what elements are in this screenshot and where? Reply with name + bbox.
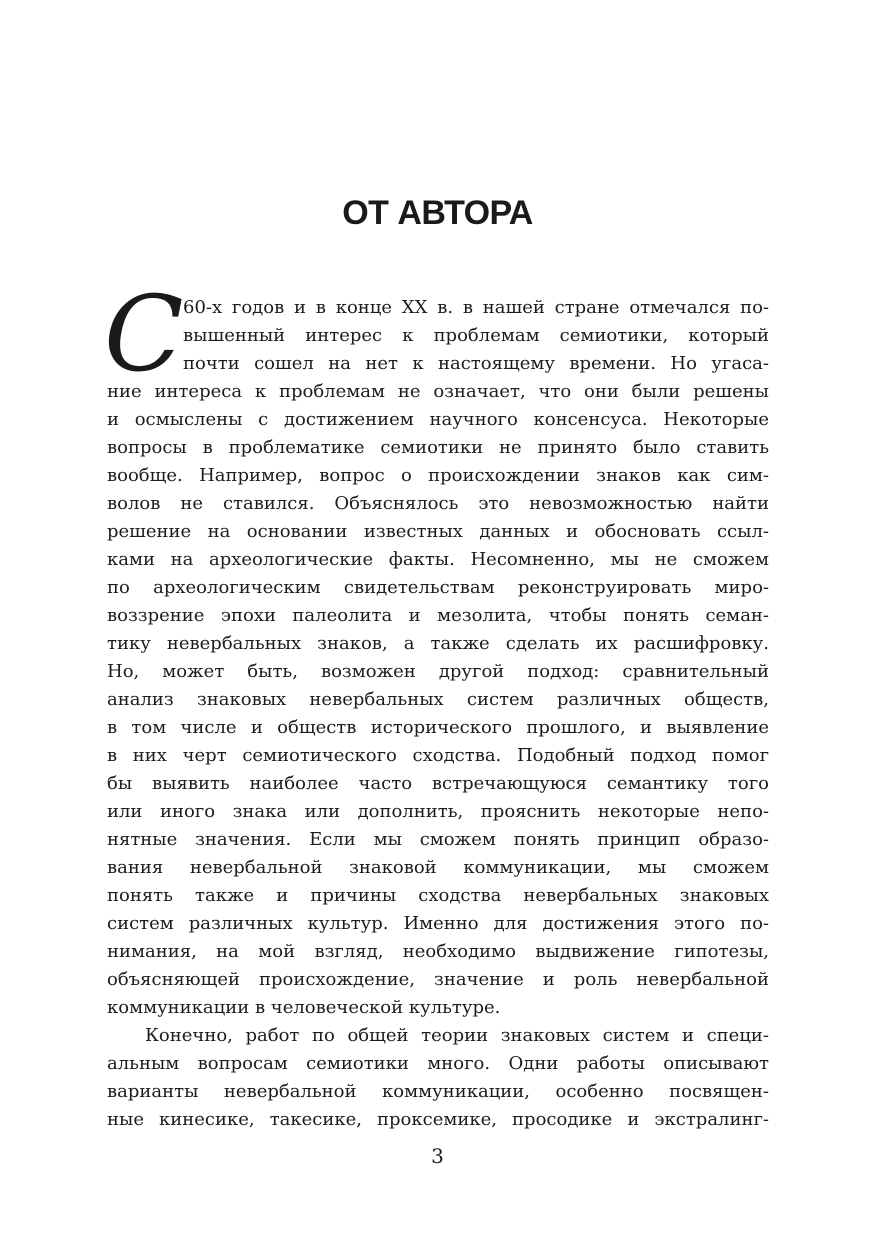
text-line: объясняющей происхождение, значение и роль невербальной	[107, 969, 769, 990]
text-line: Конечно, работ по общей теории знаковых систем и специ-	[145, 1025, 769, 1046]
page-title: ОТ АВТОРА	[342, 194, 533, 232]
text-line: коммуникации в человеческой культуре.	[107, 997, 501, 1018]
text-line: нятные значения. Если мы сможем понять принцип образо-	[107, 829, 769, 850]
text-line: понять также и причины сходства невербальных знаковых	[107, 885, 769, 906]
text-line: ками на археологические факты. Несомненно, мы не сможем	[107, 549, 769, 570]
text-line: почти сошел на нет к настоящему времени. Но угаса-	[183, 353, 769, 374]
text-line: ные кинесике, такесике, проксемике, просодике и экстралинг-	[107, 1109, 769, 1130]
text-line: вания невербальной знаковой коммуникации, мы сможем	[107, 857, 769, 878]
text-line: вышенный интерес к проблемам семиотики, который	[183, 325, 769, 346]
text-line: варианты невербальной коммуникации, особенно посвящен-	[107, 1081, 769, 1102]
text-line: вообще. Например, вопрос о происхождении знаков как сим-	[107, 465, 769, 486]
text-line: воззрение эпохи палеолита и мезолита, чтобы понять семан-	[107, 605, 769, 626]
text-line: нимания, на мой взгляд, необходимо выдвижение гипотезы,	[107, 941, 769, 962]
text-line: и осмыслены с достижением научного консенсуса. Некоторые	[107, 409, 769, 430]
text-line: анализ знаковых невербальных систем различных обществ,	[107, 689, 769, 710]
text-line: Но, может быть, возможен другой подход: сравнительный	[107, 661, 769, 682]
text-line: в том числе и обществ исторического прошлого, и выявление	[107, 717, 769, 738]
text-line: вопросы в проблематике семиотики не принято было ставить	[107, 437, 769, 458]
text-line: решение на основании известных данных и обосновать ссыл-	[107, 521, 769, 542]
text-line: ние интереса к проблемам не означает, что они были решены	[107, 381, 769, 402]
text-line: бы выявить наиболее часто встречающуюся семантику того	[107, 773, 769, 794]
text-line: в них черт семиотического сходства. Подобный подход помог	[107, 745, 769, 766]
text-line: альным вопросам семиотики много. Одни работы описывают	[107, 1053, 769, 1074]
text-line: систем различных культур. Именно для достижения этого по-	[107, 913, 769, 934]
drop-cap: С	[104, 273, 184, 395]
text-line: 60-х годов и в конце XX в. в нашей стране отмечался по-	[183, 297, 769, 318]
text-line: по археологическим свидетельствам реконструировать миро-	[107, 577, 769, 598]
text-line: или иного знака или дополнить, прояснить некоторые непо-	[107, 801, 769, 822]
text-line: волов не ставился. Объяснялось это невозможностью найти	[107, 493, 769, 514]
page-number: 3	[431, 1144, 444, 1168]
text-line: тику невербальных знаков, а также сделать их расшифровку.	[107, 633, 769, 654]
